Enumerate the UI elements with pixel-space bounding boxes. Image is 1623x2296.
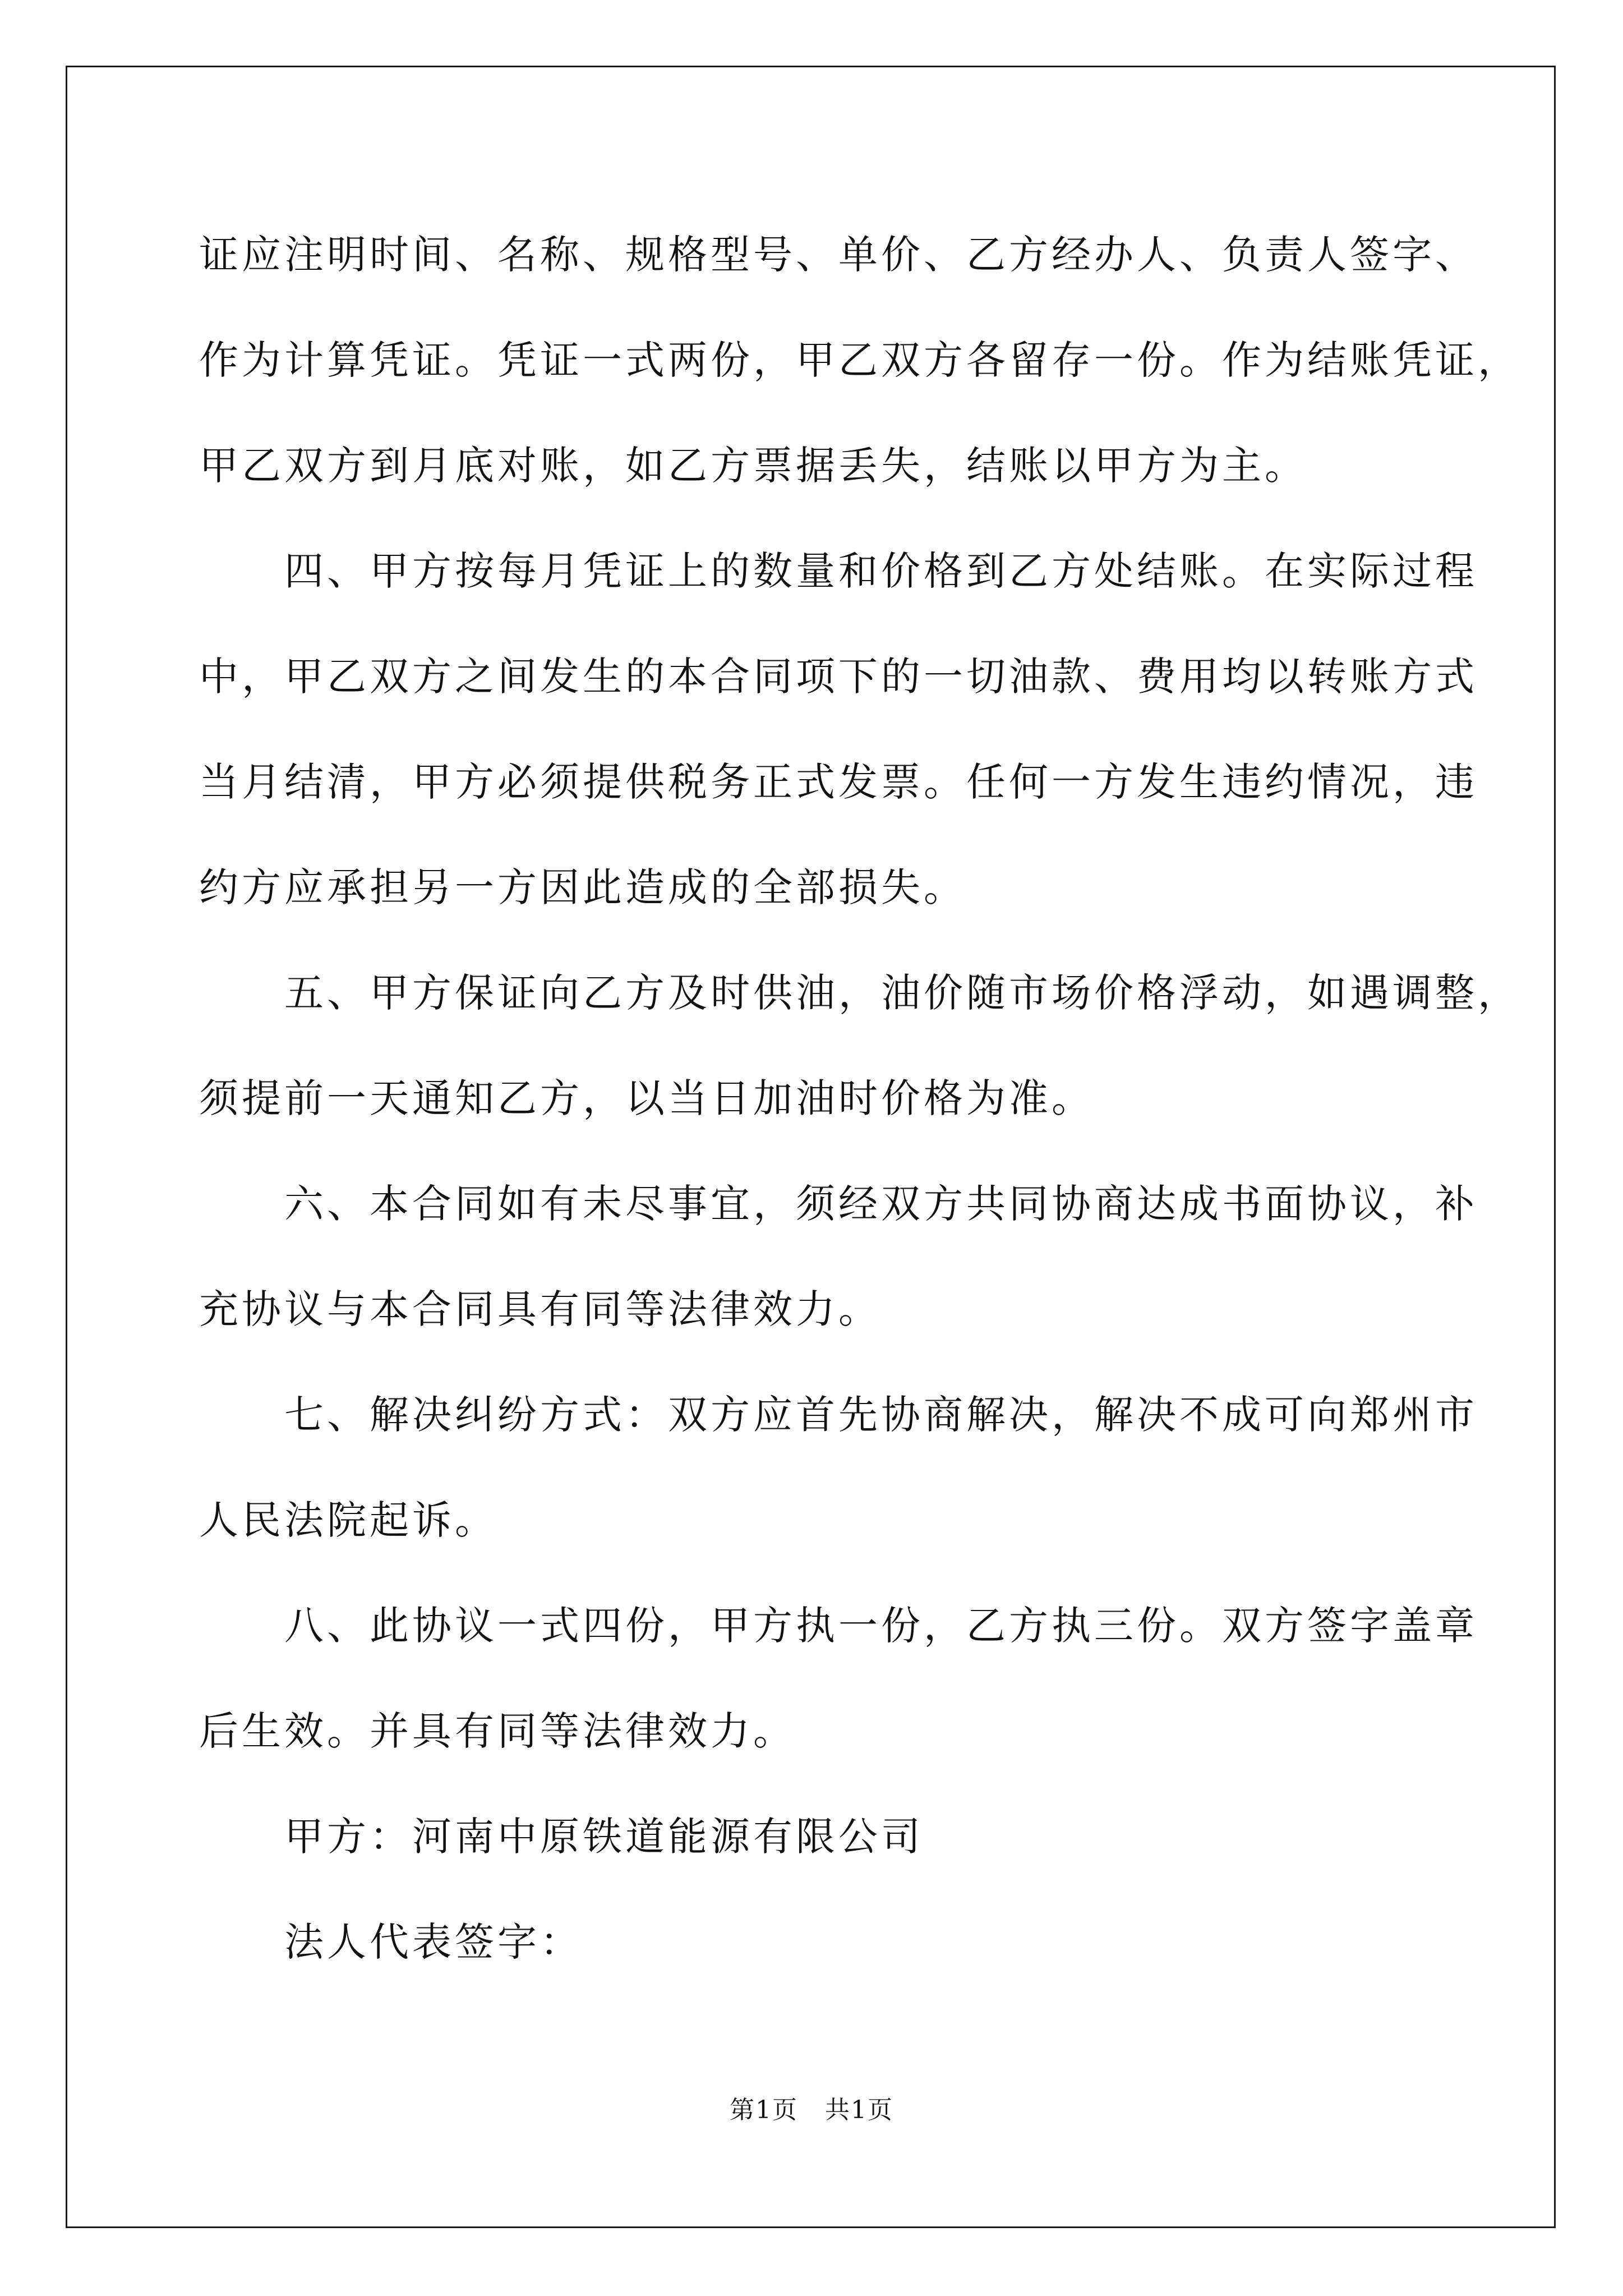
text-line: 人民法院起诉。 xyxy=(199,1497,497,1543)
clause-six-line: 六、本合同如有未尽事宜，须经双方共同协商达成书面协议，补 xyxy=(199,1181,1478,1227)
total-pages-label: 共1页 xyxy=(825,2096,893,2124)
clause-seven-line: 七、解决纠纷方式：双方应首先协商解决，解决不成可向郑州市 xyxy=(199,1392,1478,1438)
text-line: 后生效。并具有同等法律效力。 xyxy=(199,1708,796,1754)
clause-five-line: 五、甲方保证向乙方及时供油，油价随市场价格浮动，如遇调整， xyxy=(199,970,1520,1016)
page-footer xyxy=(0,2090,1623,2125)
text-line: 当月结清，甲方必须提供税务正式发票。任何一方发生违约情况，违 xyxy=(199,759,1478,805)
party-a-line: 甲方：河南中原铁道能源有限公司 xyxy=(199,1814,924,1860)
text-line: 须提前一天通知乙方，以当日加油时价格为准。 xyxy=(199,1075,1094,1121)
clause-four-line: 四、甲方按每月凭证上的数量和价格到乙方处结账。在实际过程 xyxy=(199,548,1478,594)
text-line: 作为计算凭证。凭证一式两份，甲乙双方各留存一份。作为结账凭证， xyxy=(199,337,1520,383)
text-line: 约方应承担另一方因此造成的全部损失。 xyxy=(199,864,966,910)
text-line: 甲乙双方到月底对账，如乙方票据丢失，结账以甲方为主。 xyxy=(199,443,1307,489)
clause-eight-line: 八、此协议一式四份，甲方执一份，乙方执三份。双方签字盖章 xyxy=(199,1603,1478,1649)
text-line: 中，甲乙双方之间发生的本合同项下的一切油款、费用均以转账方式 xyxy=(199,654,1478,700)
text-line: 充协议与本合同具有同等法律效力。 xyxy=(199,1286,881,1332)
legal-rep-signature-line: 法人代表签字： xyxy=(199,1919,583,1965)
text-line: 证应注明时间、名称、规格型号、单价、乙方经办人、负责人签字、 xyxy=(199,232,1478,278)
contract-body xyxy=(199,202,1520,1995)
current-page-label: 第1页 xyxy=(730,2096,798,2124)
